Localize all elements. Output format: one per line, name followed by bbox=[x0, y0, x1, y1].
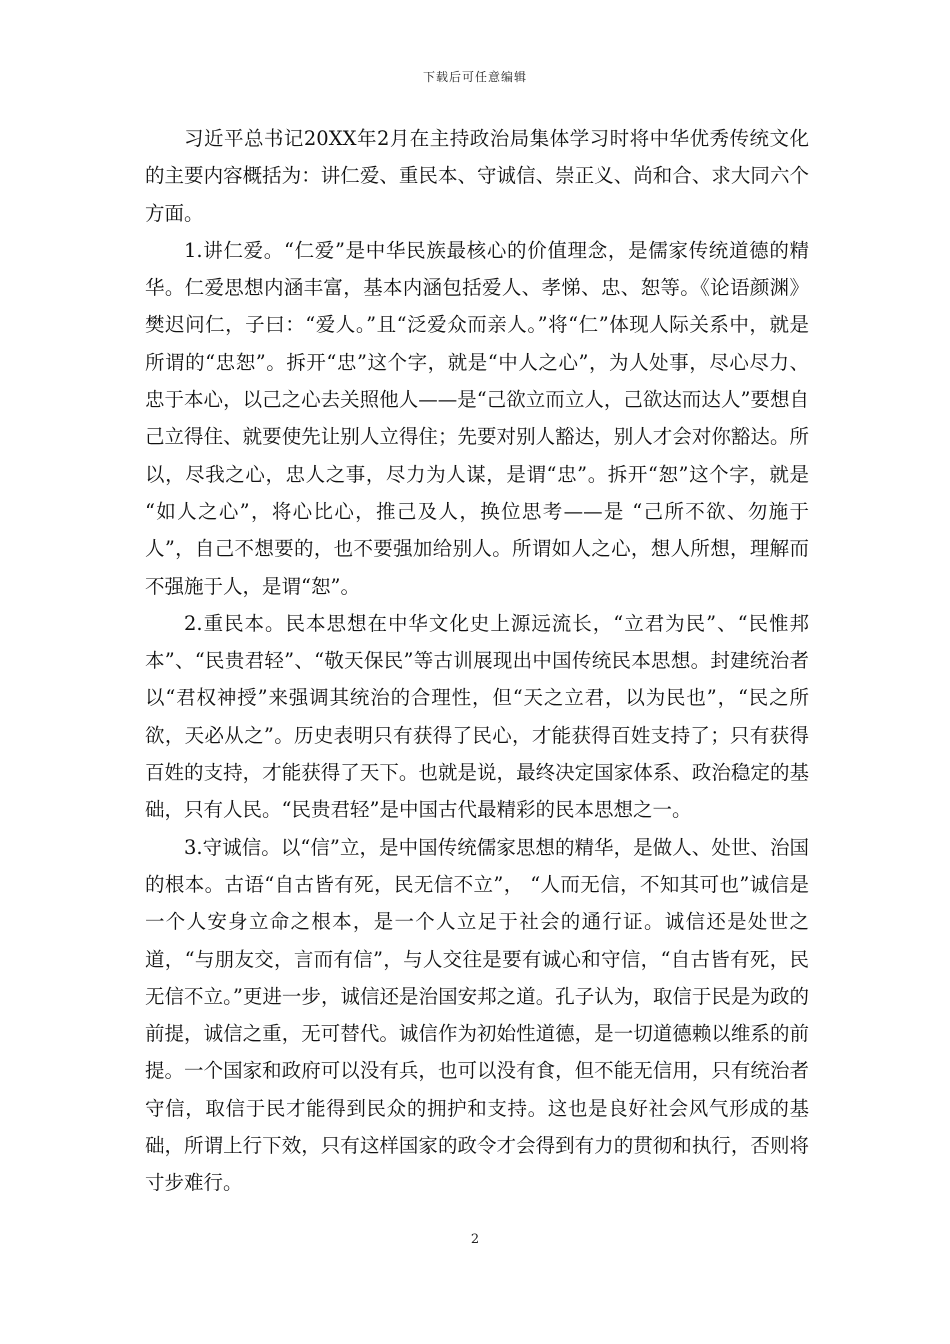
paragraph-people-oriented: 2.重民本。民本思想在中华文化史上源远流长，“立君为民”、“民惟邦本”、“民贵君轻”、“敬天保民”等古训展现出中国传统民本思想。封建统治者以“君权神授”来强调其统治的合理性，但“天之立君，以为民也”，“民之所欲，天必从之”。历史表明只有获得了民心，才能获得百姓支持了；只有获得百姓的支持，才能获得了天下。也就是说，最终决定国家体系、政治稳定的基础，只有人民。“民贵君轻”是中国古代最精彩的民本思想之一。 bbox=[145, 611, 809, 822]
page-number: 2 bbox=[470, 1232, 480, 1247]
header-note: 下载后可任意编辑 bbox=[422, 70, 527, 84]
body-text bbox=[145, 120, 809, 1202]
paragraph-benevolence: 1.讲仁爱。“仁爱”是中华民族最核心的价值理念，是儒家传统道德的精华。仁爱思想内涵丰富，基本内涵包括爱人、孝悌、忠、恕等。《论语颜渊》樊迟问仁，子曰：“爱人。”且“泛爱众而亲人。”将“仁”体现人际关系中，就是所谓的“忠恕”。拆开“忠”这个字，就是“中人之心”，为人处事，尽心尽力、忠于本心，以己之心去关照他人——是“己欲立而立人，己欲达而达人”要想自己立得住、就要使先让别人立得住；先要对别人豁达，别人才会对你豁达。所以，尽我之心，忠人之事，尽力为人谋，是谓“忠”。拆开“恕”这个字，就是 “如人之心”，将心比心，推己及人，换位思考——是 “己所不欲、勿施于人”，自己不想要的，也不要强加给别人。所谓如人之心，想人所想，理解而不强施于人，是谓“恕”。 bbox=[145, 238, 809, 598]
paragraph-intro: 习近平总书记20XX年2月在主持政治局集体学习时将中华优秀传统文化的主要内容概括为：讲仁爱、重民本、守诚信、崇正义、尚和合、求大同六个方面。 bbox=[145, 127, 809, 225]
paragraph-integrity: 3.守诚信。以“信”立，是中国传统儒家思想的精华，是做人、处世、治国的根本。古语“自古皆有死，民无信不立”， “人而无信，不知其可也”诚信是一个人安身立命之根本，是一个人立足于社会的通行证。诚信还是处世之道，“与朋友交，言而有信”，与人交往是要有诚心和守信，“自古皆有死，民无信不立。”更进一步，诚信还是治国安邦之道。孔子认为，取信于民是为政的前提，诚信之重，无可替代。诚信作为初始性道德，是一切道德赖以维系的前提。一个国家和政府可以没有兵，也可以没有食，但不能无信用，只有统治者守信，取信于民才能得到民众的拥护和支持。这也是良好社会风气形成的基础，所谓上行下效，只有这样国家的政令才会得到有力的贯彻和执行，否则将寸步难行。 bbox=[145, 835, 809, 1195]
